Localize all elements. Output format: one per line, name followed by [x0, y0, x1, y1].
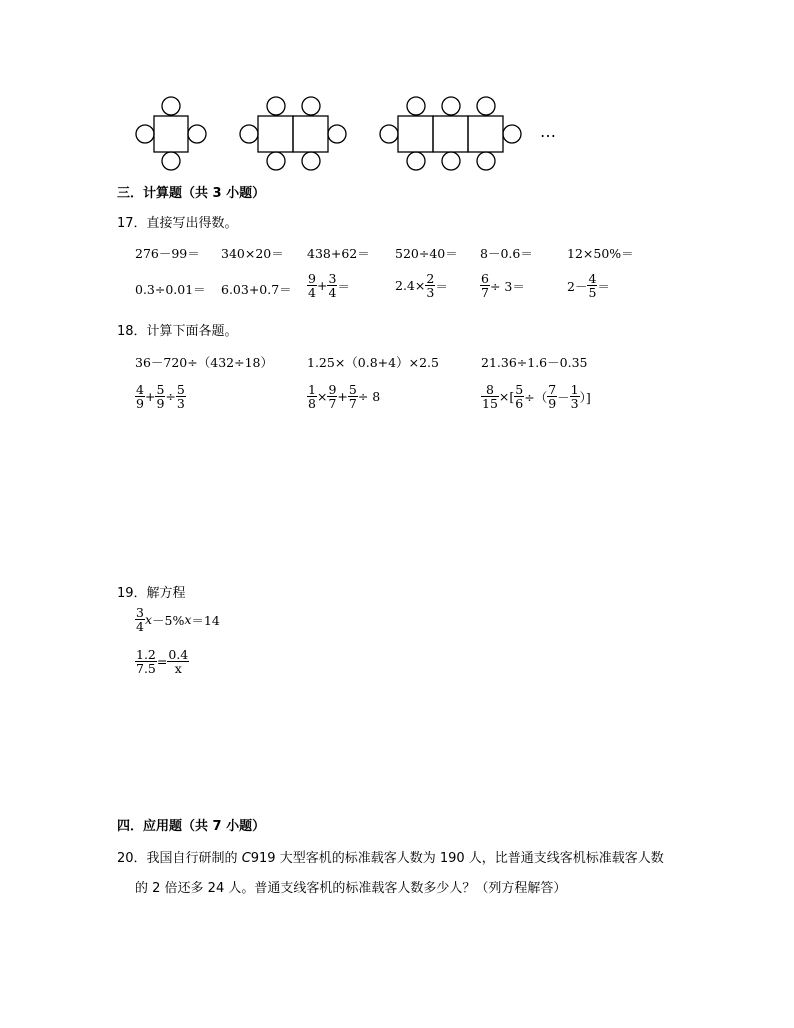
chair: [477, 152, 495, 170]
q19-equation-1: $\frac{3}{4}$ x－5%x＝14: [136, 605, 220, 635]
q17-item-fraction-quotient: $\frac{6}{7}$ ÷ 3＝: [481, 271, 525, 301]
q18-item-fractions-b: $\frac{1}{8}$ × $\frac{9}{7}$ + $\frac{5}{7}$ ÷ 8: [308, 382, 381, 412]
q17-item: 438+62＝: [307, 246, 370, 261]
q17-item: 0.3÷0.01＝: [135, 282, 206, 297]
chair: [407, 97, 425, 115]
q18-item: 21.36÷1.6－0.35: [481, 355, 588, 370]
table-2b: [293, 116, 328, 152]
ellipsis: …: [540, 122, 556, 141]
q17-item: 6.03+0.7＝: [221, 282, 292, 297]
table-2a: [258, 116, 293, 152]
chair: [162, 152, 180, 170]
tables-chairs-figure: [0, 0, 794, 180]
q19-equation-2: $\frac{1.2}{7.5}$ = $\frac{0.4}{x}$: [136, 647, 189, 677]
q17-item: 276－99＝: [135, 246, 200, 261]
table-3b: [433, 116, 468, 152]
q17-item-fraction-difference: 2－ $\frac{4}{5}$ ＝: [567, 271, 610, 301]
chair: [188, 125, 206, 143]
chair: [240, 125, 258, 143]
table-3a: [398, 116, 433, 152]
chair: [503, 125, 521, 143]
q19-title: 19．解方程: [117, 586, 186, 601]
table-1: [154, 116, 188, 152]
q18-item: 1.25×（0.8+4）×2.5: [307, 355, 439, 370]
table-3c: [468, 116, 503, 152]
q17-item-fraction-product: 2.4× $\frac{2}{3}$ ＝: [395, 271, 448, 301]
q17-item: 340×20＝: [221, 246, 284, 261]
chair: [477, 97, 495, 115]
q17-item: 12×50%＝: [567, 246, 634, 261]
chair: [407, 152, 425, 170]
chair: [442, 152, 460, 170]
q17-item: 8－0.6＝: [480, 246, 533, 261]
chair: [442, 97, 460, 115]
chair: [267, 152, 285, 170]
q18-item-fractions-c: $\frac{8}{15}$ ×[ $\frac{5}{6}$ ÷（ $\frac{7}{9}$ － $\frac{1}{3}$ ）]: [482, 382, 591, 412]
q17-item-fraction-sum: $\frac{9}{4}$ + $\frac{3}{4}$ ＝: [308, 271, 350, 301]
q20-line-1: 20．我国自行研制的 C919 大型客机的标准载客人数为 190 人，比普通支线客机标准载客人数: [117, 851, 664, 866]
chair: [380, 125, 398, 143]
chair: [162, 97, 180, 115]
chair: [302, 152, 320, 170]
chair: [328, 125, 346, 143]
chair: [302, 97, 320, 115]
chair: [267, 97, 285, 115]
q17-item: 520÷40＝: [395, 246, 458, 261]
q18-item-fractions-a: $\frac{4}{9}$ + $\frac{5}{9}$ ÷ $\frac{5}{3}$: [136, 382, 185, 412]
q18-item: 36－720÷（432÷18）: [135, 355, 273, 370]
q17-title: 17．直接写出得数。: [117, 216, 238, 231]
chair: [136, 125, 154, 143]
q20-line-2: 的 2 倍还多 24 人。普通支线客机的标准载客人数多少人？（列方程解答）: [135, 881, 567, 896]
section-3-heading: 三．计算题（共 3 小题）: [117, 186, 266, 201]
section-4-heading: 四．应用题（共 7 小题）: [117, 819, 266, 834]
q18-title: 18．计算下面各题。: [117, 324, 238, 339]
